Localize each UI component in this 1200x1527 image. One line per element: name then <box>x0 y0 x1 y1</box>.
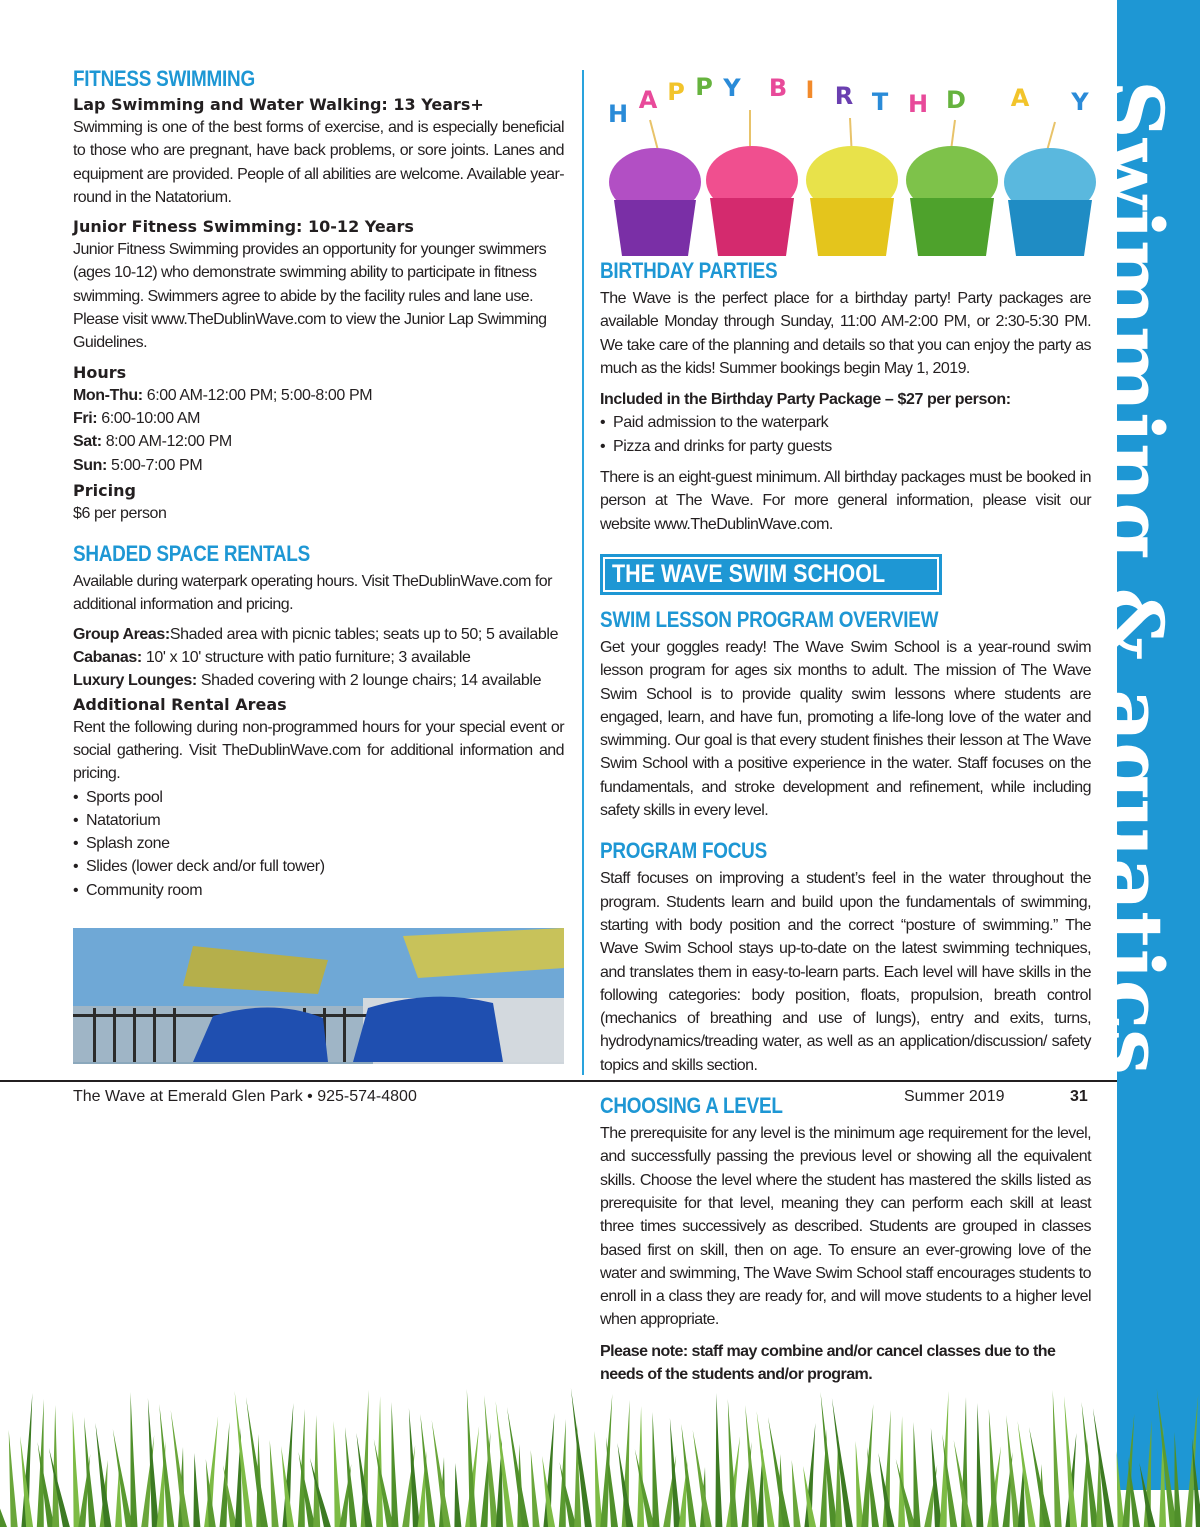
hours-list <box>73 384 564 477</box>
junior-fitness-text: Junior Fitness Swimming provides an opportunity for younger swimmers (ages 10-12) who demonstrate swimming ability to participate in fitness swimming. Swimmers agree to abide by the facility rules and lane use. Please visit www.TheDublinWave.com to view the Junior Lap Swimming Guidelines. <box>73 241 547 352</box>
list-item: • Community room <box>73 879 564 902</box>
grass-blade <box>595 1431 603 1527</box>
grass-blade <box>409 1408 420 1527</box>
right-column <box>600 258 1091 1386</box>
grass-blade <box>571 1388 592 1527</box>
choosing-level-heading: CHOOSING A LEVEL <box>600 1093 783 1119</box>
banner-letter: A <box>638 86 658 114</box>
hours-heading: Hours <box>73 362 127 382</box>
grass-blade <box>73 1411 81 1527</box>
side-title <box>1087 80 1188 1080</box>
grass-blade <box>270 1440 279 1527</box>
grass-blade <box>1064 1396 1077 1527</box>
banner-letter: D <box>946 86 966 114</box>
grass-blade <box>313 1415 320 1527</box>
program-focus-text: Staff focuses on improving a student’s feel in the water throughout the program. Students learn and build upon the fundamentals of swimming, starting with body position and the correct “posture of swimming.” The Wave Swim School stays up-to-date on the latest swimming techniques, and translates them in easy-to-learn parts. Each level will have skills in the following categories: body position, floats, propulsion, breath control (mechanics of breathing and use of lungs), entry and exits, turns, hydrodynamics/treading water, as well as an application/discussion/ safety topics and skills section. <box>600 870 1091 1074</box>
lap-swimming-text: Swimming is one of the best forms of exercise, and is especially beneficial to those who are pregnant, have back problems, or sore joints. Lanes and equipment are provided. People of all abilities are welcome. Available year-round in the Natatorium. <box>73 119 564 206</box>
footer-venue: The Wave at Emerald Glen Park • 925-574-4800 <box>73 1088 417 1105</box>
shaded-space-heading: SHADED SPACE RENTALS <box>73 541 310 567</box>
rental-row: Cabanas: 10' x 10' structure with patio furniture; 3 available <box>73 649 471 667</box>
additional-rental-text: Rent the following during non-programmed hours for your special event or social gathering. Visit TheDublinWave.com for additional information and pricing. <box>73 718 564 783</box>
hours-row: Mon-Thu: 6:00 AM-12:00 PM; 5:00-8:00 PM <box>73 386 373 404</box>
left-column <box>73 66 564 902</box>
grass-blade <box>0 1467 7 1527</box>
grass-blade <box>310 1458 331 1527</box>
footer-rule <box>0 1080 1117 1082</box>
banner-letter: T <box>871 88 889 116</box>
grass-blade <box>49 1448 70 1527</box>
list-item: • Pizza and drinks for party guests <box>600 435 1091 458</box>
banner-letter: P <box>667 78 685 106</box>
banner-letter: R <box>834 82 854 110</box>
package-note: There is an eight-guest minimum. All birthday packages must be booked in person at The Wave. For more general information, please visit our website www.TheDublinWave.com. <box>600 469 1091 533</box>
grass-blade <box>559 1419 566 1527</box>
grass-blade <box>976 1403 983 1527</box>
grass-blade <box>670 1418 681 1527</box>
grass-blade <box>856 1441 864 1527</box>
grass-blade <box>1053 1390 1062 1527</box>
additional-rental-heading: Additional Rental Areas <box>73 694 287 714</box>
grass-blade <box>715 1393 722 1527</box>
list-item: • Paid admission to the waterpark <box>600 411 1091 434</box>
birthday-parties-heading: BIRTHDAY PARTIES <box>600 258 778 283</box>
package-list <box>600 411 1091 458</box>
column-divider <box>582 70 584 1075</box>
grass-blade <box>792 1460 801 1527</box>
grass-blade <box>1175 1432 1182 1527</box>
grass-blade <box>193 1453 200 1527</box>
program-focus-heading: PROGRAM FOCUS <box>600 838 767 864</box>
rental-row: Luxury Lounges: Shaded covering with 2 lounge chairs; 14 available <box>73 672 542 690</box>
grass-blade <box>1093 1408 1114 1527</box>
shaded-space-text: Available during waterpark operating hours. Visit TheDublinWave.com for additional information and pricing. <box>73 573 552 614</box>
hours-row: Sun: 5:00-7:00 PM <box>73 456 203 474</box>
list-item: • Splash zone <box>73 832 564 855</box>
birthday-cupcakes-image <box>600 70 1100 256</box>
birthday-parties-text: The Wave is the perfect place for a birthday party! Party packages are available Monday through Sunday, 11:00 AM-2:00 PM, or 2:30-5:30 PM. We take care of the planning and details so that you can enjoy the party as much as the kids! Summer bookings begin May 1, 2019. <box>600 290 1091 377</box>
page-number: 31 <box>1070 1088 1088 1105</box>
pricing-text: $6 per person <box>73 504 167 522</box>
banner-letter: Y <box>1071 88 1089 116</box>
list-item: • Sports pool <box>73 786 564 809</box>
junior-fitness-heading: Junior Fitness Swimming: 10-12 Years <box>73 217 414 237</box>
grass-blade <box>1157 1389 1177 1527</box>
fitness-swimming-heading: FITNESS SWIMMING <box>73 66 255 91</box>
banner-letter: Y <box>723 74 741 102</box>
grass-blade <box>531 1450 540 1527</box>
hours-row: Sat: 8:00 AM-12:00 PM <box>73 433 232 451</box>
grass-blade <box>113 1429 133 1527</box>
lounge-photo-main <box>73 928 564 1062</box>
program-overview-heading: SWIM LESSON PROGRAM OVERVIEW <box>600 606 939 632</box>
list-item: • Natatorium <box>73 809 564 832</box>
package-heading: Included in the Birthday Party Package – $27 per person: <box>600 391 1011 409</box>
program-overview-text: Get your goggles ready! The Wave Swim School is a year-round swim lesson program for ages six months to adult. The mission of The Wave Swim School is to provide quality swim lessons where students are engaged, learn, and have fun, promoting a life-long love of the water and swimming. Our goal is that every student finishes their lesson at The Wave Swim School with a positive experience in the water. Staff focuses on the fundamentals, and stroke development and refinement, while including safety skills in every level. <box>600 638 1091 820</box>
banner-letter: B <box>768 74 788 102</box>
svg-text:Swimming & aquatics: Swimming & aquatics <box>1087 80 1181 1058</box>
pricing-heading: Pricing <box>73 480 136 500</box>
banner-letter: P <box>695 73 713 101</box>
please-note-text: Please note: staff may combine and/or cancel classes due to the needs of the students and/or program. <box>600 1342 1056 1383</box>
list-item: • Slides (lower deck and/or full tower) <box>73 855 564 878</box>
banner-letter: I <box>805 76 815 104</box>
grass-blade <box>9 1430 18 1527</box>
banner-letter: H <box>907 90 929 118</box>
grass-blade <box>95 1423 111 1527</box>
rental-row: Group Areas:Shaded area with picnic tables; seats up to 50; 5 available <box>73 625 559 643</box>
grass-blade <box>940 1391 949 1527</box>
lap-swimming-heading: Lap Swimming and Water Walking: 13 Years+ <box>73 95 484 114</box>
grass-blade <box>1117 1451 1125 1527</box>
grass-blade <box>392 1402 399 1527</box>
banner-letter: A <box>1010 84 1030 112</box>
grass-blade <box>131 1392 138 1527</box>
grass-blade <box>832 1398 853 1527</box>
grass-blade <box>148 1398 159 1527</box>
choosing-level-text: The prerequisite for any level is the minimum age requirement for the level, and successfully passing the previous level or showing all the equivalent skills. Choose the level where the student has mastered the skills listed as prerequisite for that level, meaning they can perform each skill at least three times successively as described. Students are grouped in classes based first on skill, then on age. To ensure an ever-growing love of the water and swimming, The Wave Swim School staff encourages students to enroll in a class they are ready for, and will move students to a higher level when appropriate. <box>600 1125 1091 1329</box>
grass-blade <box>454 1463 461 1527</box>
swim-school-heading: THE WAVE SWIM SCHOOL <box>600 554 942 595</box>
banner-letter: H <box>607 100 629 128</box>
footer-season: Summer 2019 <box>904 1088 1005 1105</box>
grass-blade <box>914 1422 921 1527</box>
grass-blade <box>334 1421 342 1527</box>
additional-rental-list <box>73 786 564 902</box>
grass-blade <box>931 1428 942 1527</box>
hours-row: Fri: 6:00-10:00 AM <box>73 409 201 427</box>
grass-decoration <box>0 1380 1200 1527</box>
grass-blade <box>653 1412 660 1527</box>
